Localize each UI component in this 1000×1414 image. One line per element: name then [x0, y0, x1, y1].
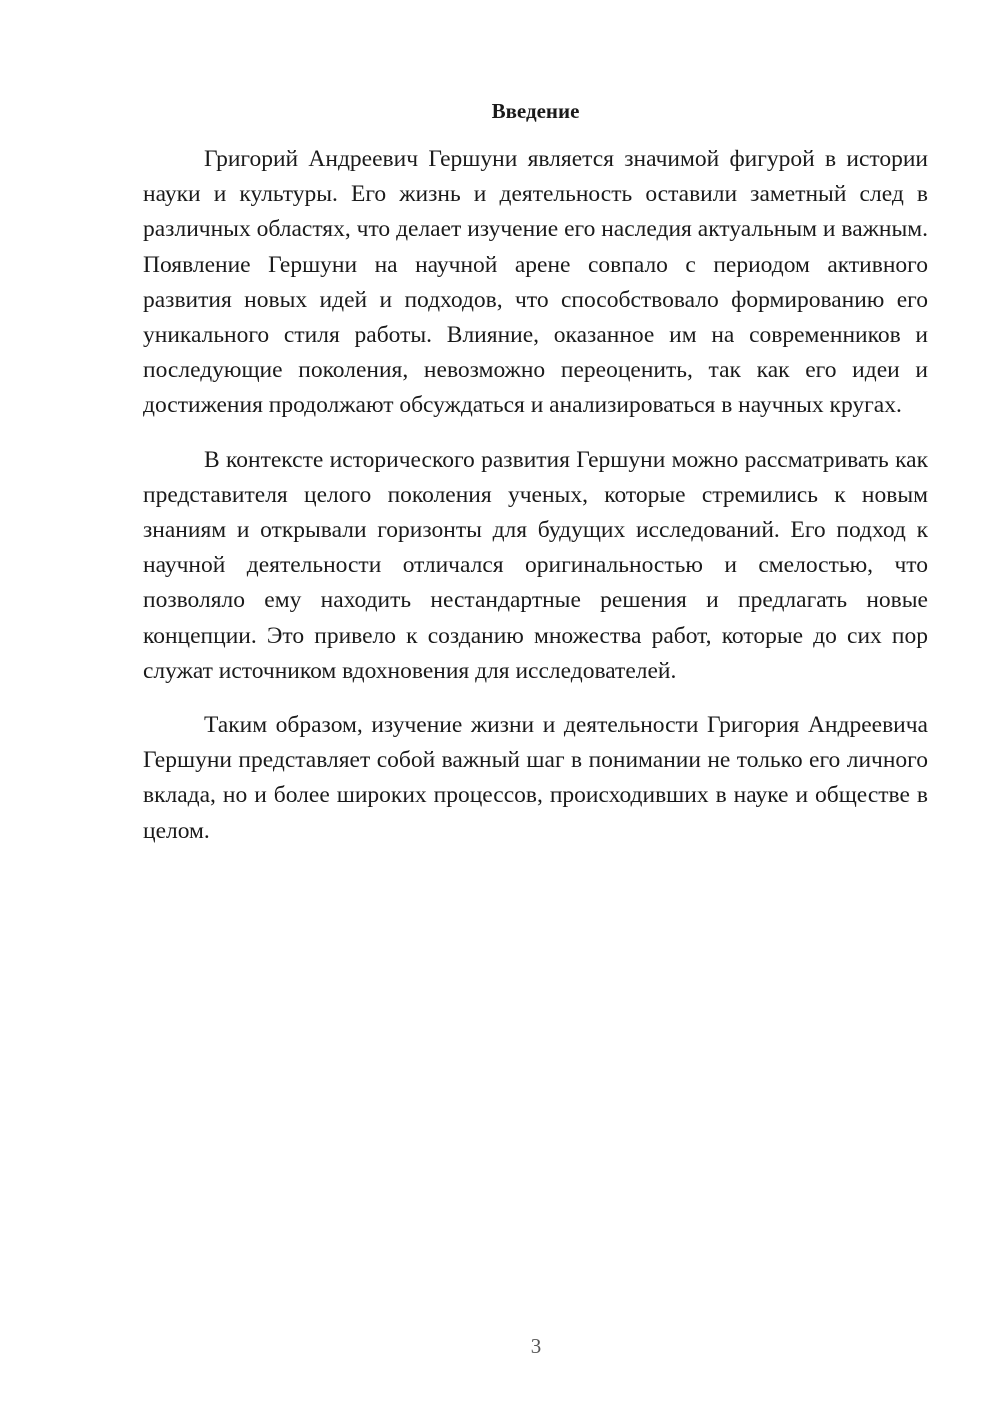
page-number: 3: [530, 1334, 542, 1358]
paragraph-3: Таким образом, изучение жизни и деятельности Григория Андреевича Гершуни представляет собой важный шаг в понимании не только его личного вклада, но и более широких процессов, происходивших в науке и обществе в целом.: [143, 712, 928, 844]
section-title: Введение: [491, 99, 580, 123]
page-content: [143, 96, 928, 868]
paragraph-2: В контексте исторического развития Гершуни можно рассматривать как представителя целого поколения ученых, которые стремились к новым знаниям и открывали горизонты для будущих исследований. Его подход к научной деятельности отличался оригинальностью и смелостью, что позволяло ему находить нестандартные решения и предлагать новые концепции. Это привело к созданию множества работ, которые до сих пор служат источником вдохновения для исследователей.: [143, 446, 928, 684]
paragraph-1: Григорий Андреевич Гершуни является значимой фигурой в истории науки и культуры. Его жизнь и деятельность оставили заметный след в различных областях, что делает изучение его наследия актуальным и важным. Появление Гершуни на научной арене совпало с периодом активного развития новых идей и подходов, что способствовало формированию его уникального стиля работы. Влияние, оказанное им на современников и последующие поколения, невозможно переоценить, так как его идеи и достижения продолжают обсуждаться и анализироваться в научных кругах.: [143, 146, 928, 419]
